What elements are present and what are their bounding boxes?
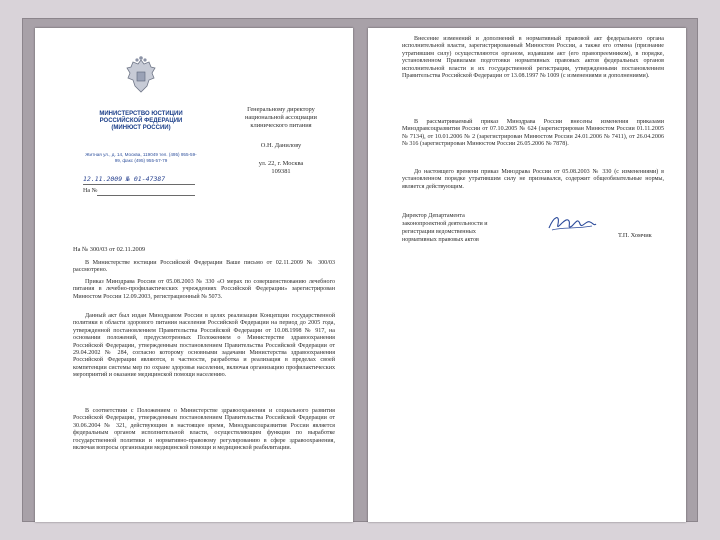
coat-of-arms-icon <box>125 56 157 96</box>
paragraph-5: Внесение изменений и дополнений в нормативный правовой акт федерального органа исполнительной власти, зарегистрированный Минюстом России, а также его отмена (признание утратившим силу) осуществляются органом, издавшим акт (его правопреемником), в порядке, установленном Правилами подготовки нормативных правовых актов федеральных органов исполнительной власти и их государственной регистрации, утвержденными постановлением Правительства Российской Федерации от 13.08.1997 № 1009 (с изменениями и дополнениями). <box>402 36 664 80</box>
paragraph-7: До настоящего времени приказ Минздрава России от 05.08.2003 № 330 (с изменениями) в установленном порядке утратившим силу не признавался, содержит общеобязательные нормы, является действующим. <box>402 169 664 190</box>
addressee-name: О.Н. Данилову <box>260 142 302 149</box>
reference-line <box>97 195 195 196</box>
reference-label: На № <box>83 188 98 194</box>
paragraph-4: В соответствии с Положением о Министерстве здравоохранения и социального развития Российской Федерации, утвержденным постановлением Правительства Российской Федерации от 30.06.2004 № 321, действующим в настоящее время, Минздравсоцразвития России является федеральным органом исполнительной власти, осуществляющим функции по выработке государственной политики и нормативно-правовому регулированию в сфере здравоохранения, включая вопросы организации медицинской помощи и медицинской реабилитации. <box>73 408 335 452</box>
ministry-name: МИНИСТЕРСТВО ЮСТИЦИИ РОССИЙСКОЙ ФЕДЕРАЦИИ (МИНЮСТ РОССИИ) <box>99 111 183 132</box>
paragraph-6: В рассматриваемый приказ Минздрава России внесены изменения приказами Минздравсоцразвития России от 07.10.2005 № 624 (зарегистрирован Минюстом России 01.11.2005 № 7134), от 10.01.2006 № 2 (зарегистрирован Минюстом России 24.01.2006 № 7411), от 26.04.2006 № 316 (зарегистрирован Минюстом России 26.05.2006 № 7878). <box>402 119 664 148</box>
reply-reference: На № 300/03 от 02.11.2009 <box>73 246 146 253</box>
paragraph-1: В Министерстве юстиции Российской Федерации Ваше письмо от 02.11.2009 № 300/03 рассмотрено. <box>73 260 335 274</box>
letter-page-2 <box>368 28 686 522</box>
signature-icon <box>546 212 598 234</box>
outgoing-number-line <box>83 184 195 185</box>
addressee-title: Генеральному директору национальной ассоциации клинического питания <box>245 106 317 129</box>
paragraph-2: Приказ Минздрава России от 05.08.2003 № 330 «О мерах по совершенствованию лечебного питания в лечебно-профилактических учреждениях Российской Федерации» зарегистрирован Минюстом России 12.09.2003, регистрационный № 5073. <box>73 279 335 300</box>
addressee-address: ул. 22, г. Москва 109381 <box>258 160 304 175</box>
signer-position: Директор Департамента законопроектной деятельности и регистрации ведомственных нормативных правовых актов <box>402 213 488 243</box>
outgoing-date-number: 12.11.2009 № 01-47387 <box>83 175 166 183</box>
paragraph-3: Данный акт был издан Минздравом России в целях реализации Концепции государственной политики в области здорового питания населения Российской Федерации на период до 2005 года, утвержденной постановлением Правительства Российской Федерации от 10.08.1998 № 917, на основании положений, предусмотренных Положением о Министерстве здравоохранения Российской Федерации, утвержденным постановлением Правительства Российской Федерации от 29.04.2002 № 284, согласно которому основными задачами Министерства здравоохранения Российской Федерации являются, в частности, разработка и реализация в пределах своей компетенции системы мер по охране здоровья населения, включая организацию профилактических мероприятий и оказание медицинской помощи населению. <box>73 313 335 379</box>
signer-name: Т.П. Хомчик <box>618 232 652 239</box>
letter-page-1 <box>35 28 353 522</box>
ministry-address: Житная ул., д. 14, Москва, 119049 тел. (495) 955-59-99, факс (495) 955-57-79 <box>85 152 197 163</box>
